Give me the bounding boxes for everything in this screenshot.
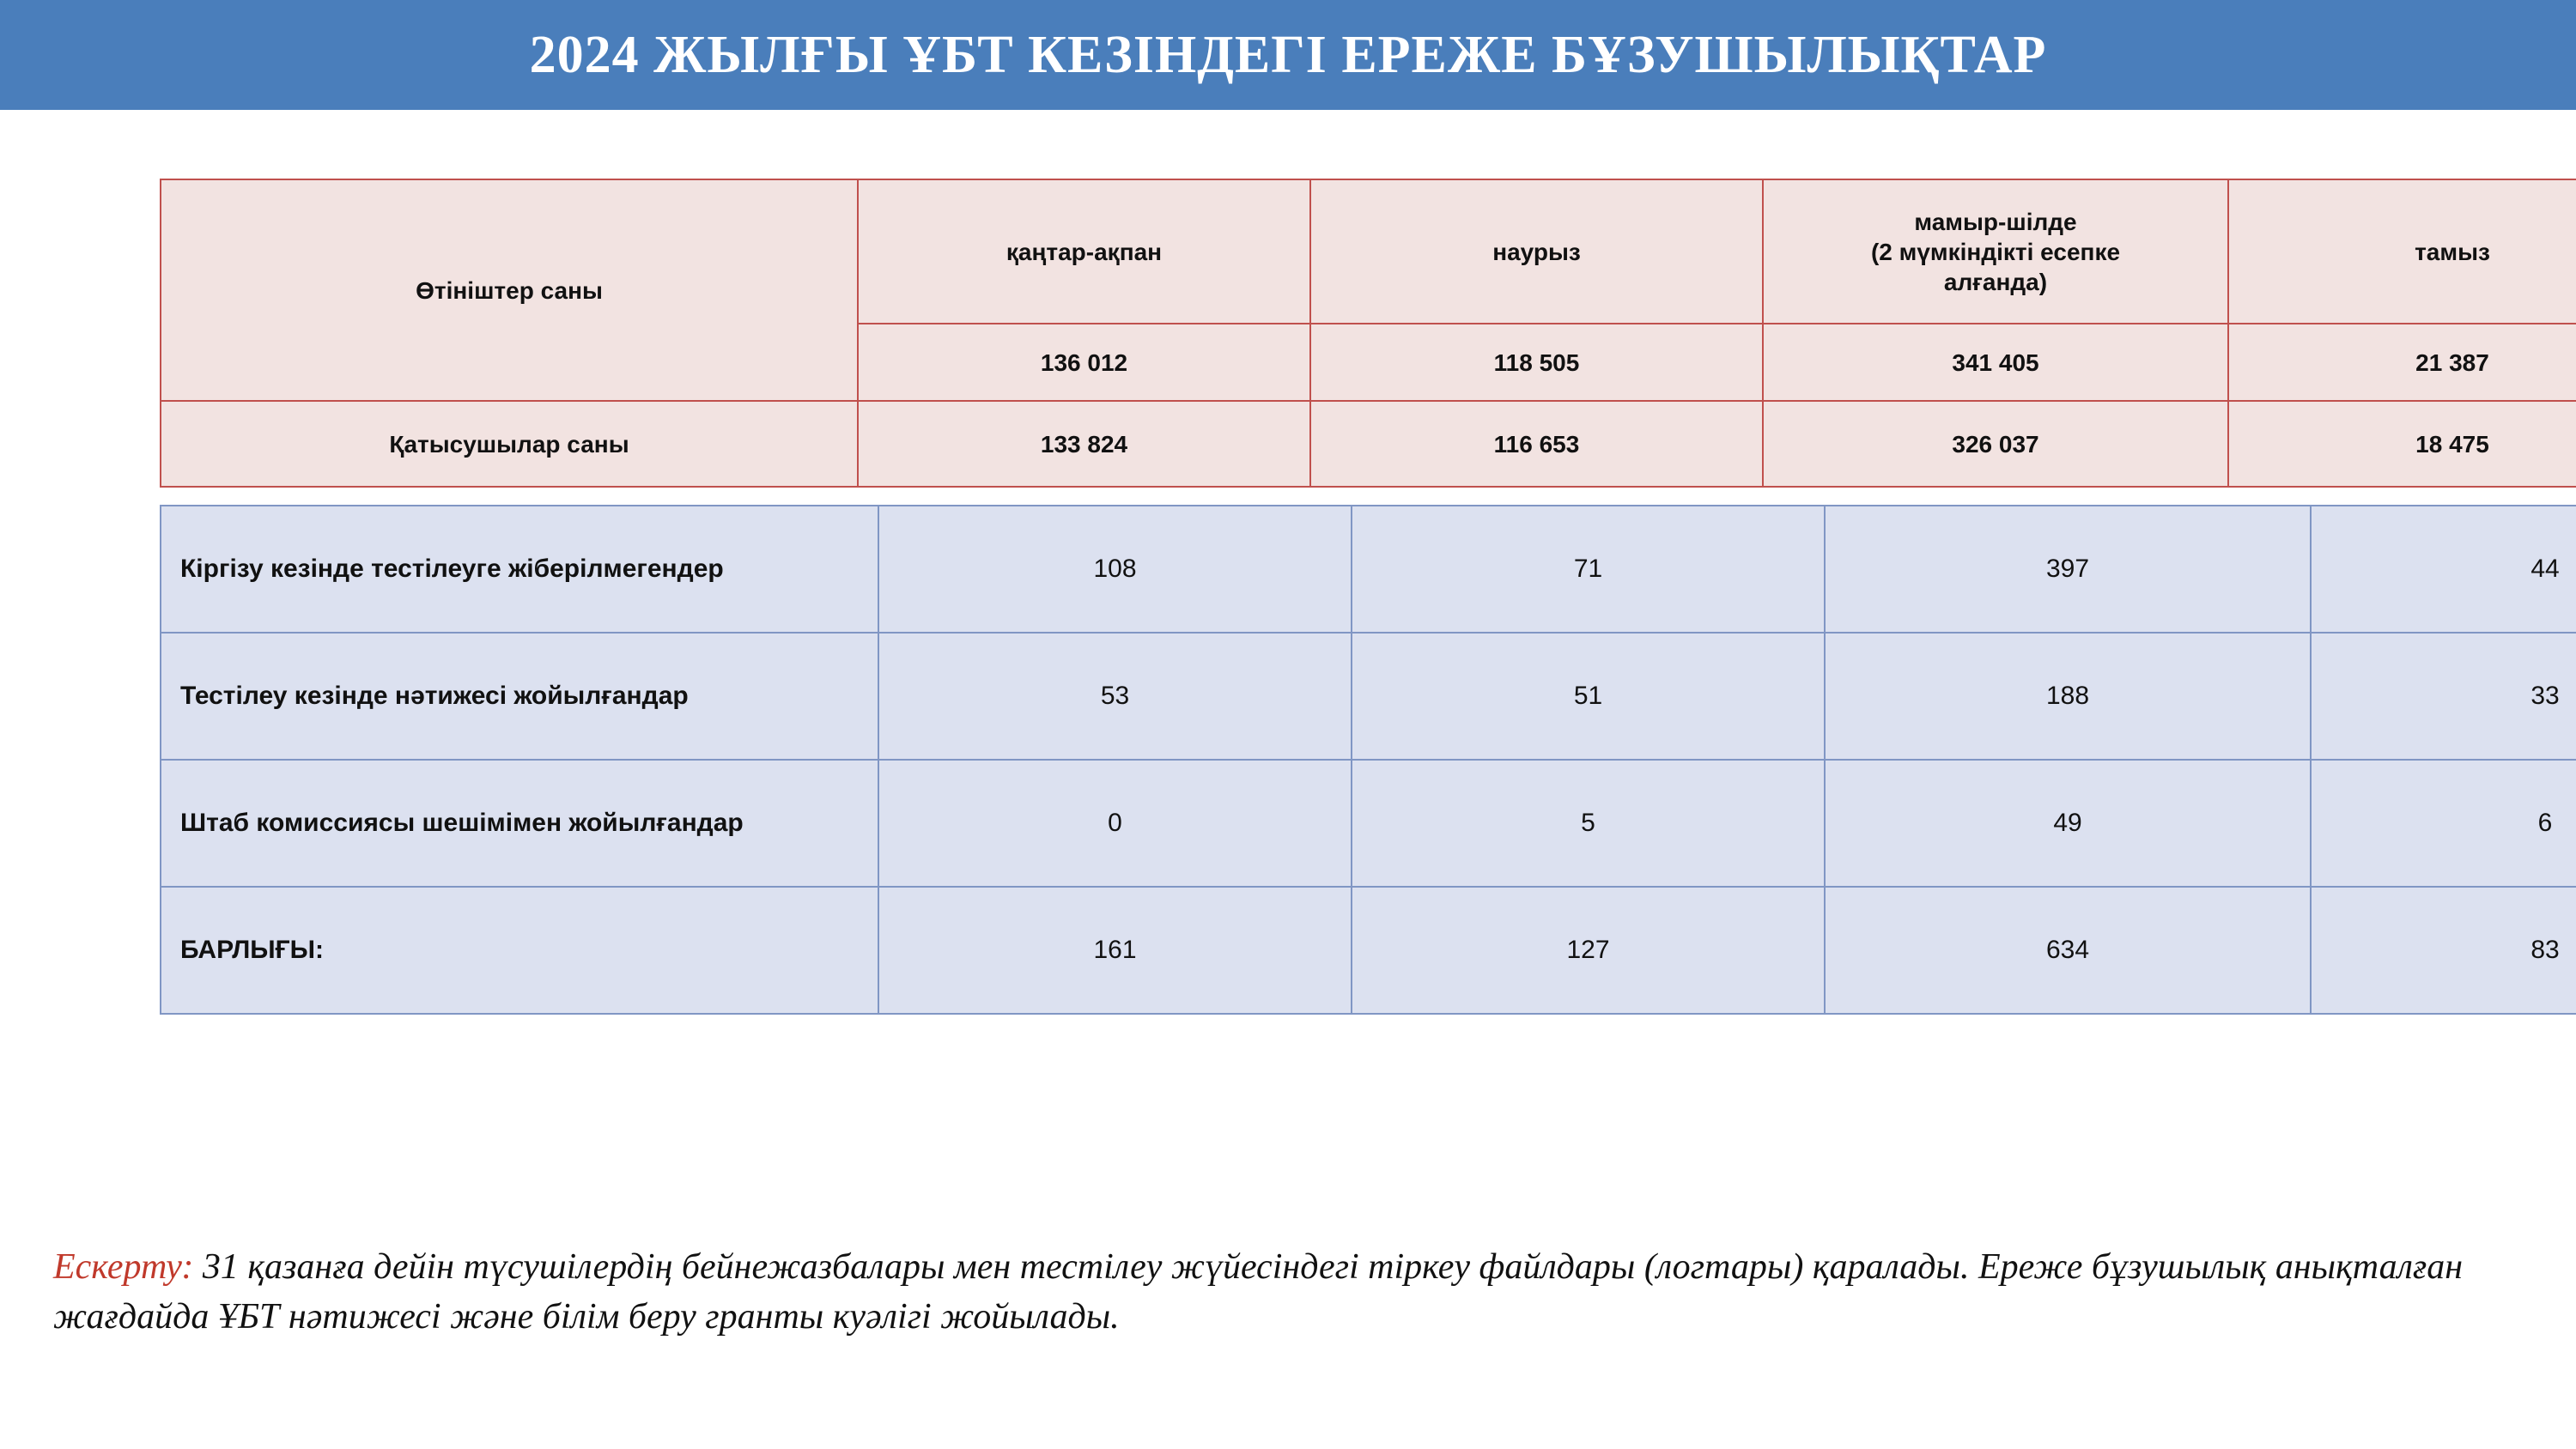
column-header-march: наурыз — [1310, 179, 1763, 324]
table-row — [161, 506, 2576, 633]
row-label-annulled-during-test: Тестілеу кезінде нәтижесі жойылғандар — [161, 633, 878, 760]
column-header-may-july-line3: алғанда) — [1943, 268, 2048, 295]
participants-jan-feb: 133 824 — [858, 401, 1310, 487]
table-row — [161, 633, 2576, 760]
table-row — [161, 760, 2576, 887]
applications-may-july: 341 405 — [1763, 324, 2228, 401]
annulled-by-commission-march: 5 — [1352, 760, 1825, 887]
applications-august: 21 387 — [2228, 324, 2576, 401]
column-header-august: тамыз — [2228, 179, 2576, 324]
annulled-during-test-august: 33 — [2311, 633, 2576, 760]
row-label-not-admitted: Кіргізу кезінде тестілеуге жіберілмегендер — [161, 506, 878, 633]
table-row — [161, 179, 2576, 324]
not-admitted-august: 44 — [2311, 506, 2576, 633]
column-header-may-july-line2: (2 мүмкіндікті есепке — [1870, 238, 2121, 265]
applications-march: 118 505 — [1310, 324, 1763, 401]
participants-march: 116 653 — [1310, 401, 1763, 487]
not-admitted-may-july: 397 — [1825, 506, 2311, 633]
annulled-by-commission-jan-feb: 0 — [878, 760, 1352, 887]
column-header-may-july-line1: мамыр-шілде — [1914, 208, 2077, 235]
title-banner — [0, 0, 2576, 110]
applications-jan-feb: 136 012 — [858, 324, 1310, 401]
annulled-by-commission-may-july: 49 — [1825, 760, 2311, 887]
footnote-lead: Ескерту: — [53, 1247, 194, 1287]
total-march: 127 — [1352, 887, 1825, 1014]
annulled-during-test-march: 51 — [1352, 633, 1825, 760]
row-label-total: БАРЛЫҒЫ: — [161, 887, 878, 1014]
table-row — [161, 401, 2576, 487]
annulled-during-test-jan-feb: 53 — [878, 633, 1352, 760]
row-header-participants: Қатысушылар саны — [161, 401, 858, 487]
participants-august: 18 475 — [2228, 401, 2576, 487]
violations-table — [160, 505, 2576, 1015]
annulled-by-commission-august: 6 — [2311, 760, 2576, 887]
footnote-text: 31 қазанға дейін түсушілердің бейнежазбалары мен тестілеу жүйесіндегі тіркеу файлдары (логтары) қаралады. Ереже бұзушылық анықталған жағдайда ҰБТ нәтижесі және білім беру гранты куәлігі жойылады. — [53, 1247, 2464, 1337]
total-may-july: 634 — [1825, 887, 2311, 1014]
column-header-may-july — [1763, 179, 2228, 324]
applications-summary-table — [160, 179, 2576, 488]
row-label-annulled-by-commission: Штаб комиссиясы шешімімен жойылғандар — [161, 760, 878, 887]
annulled-during-test-may-july: 188 — [1825, 633, 2311, 760]
not-admitted-march: 71 — [1352, 506, 1825, 633]
footnote — [53, 1243, 2535, 1343]
column-header-jan-feb: қаңтар-ақпан — [858, 179, 1310, 324]
total-jan-feb: 161 — [878, 887, 1352, 1014]
page-title: 2024 ЖЫЛҒЫ ҰБТ КЕЗІНДЕГІ ЕРЕЖЕ БҰЗУШЫЛЫҚТАР — [529, 25, 2047, 84]
row-header-applications: Өтініштер саны — [161, 179, 858, 401]
participants-may-july: 326 037 — [1763, 401, 2228, 487]
table-row — [161, 887, 2576, 1014]
total-august: 83 — [2311, 887, 2576, 1014]
not-admitted-jan-feb: 108 — [878, 506, 1352, 633]
